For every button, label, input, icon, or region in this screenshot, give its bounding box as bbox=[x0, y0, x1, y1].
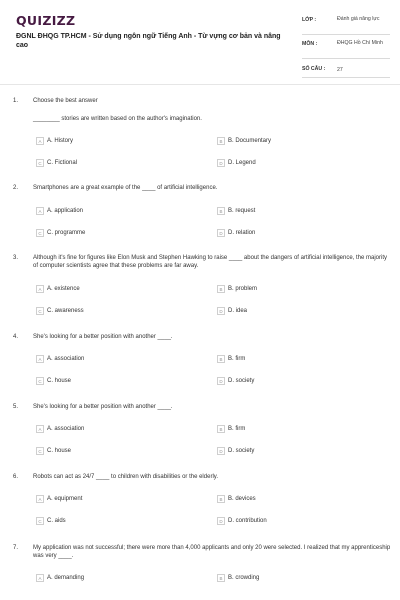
option-letter-box: B bbox=[217, 425, 225, 433]
question-text: She's looking for a better position with another ____. bbox=[33, 334, 173, 340]
quizizz-logo: QUIZIZZ bbox=[16, 13, 76, 28]
option-letter-box: B bbox=[217, 355, 225, 363]
option-a[interactable] bbox=[36, 494, 82, 504]
option-text: D. contribution bbox=[228, 518, 267, 524]
option-letter-box: A bbox=[36, 574, 44, 582]
option-a[interactable] bbox=[36, 424, 84, 434]
question-number: 2. bbox=[13, 185, 19, 191]
option-text: B. devices bbox=[228, 496, 256, 502]
option-letter-box: B bbox=[217, 285, 225, 293]
option-b[interactable] bbox=[217, 284, 257, 294]
option-d[interactable] bbox=[217, 376, 254, 386]
option-text: C. Fictional bbox=[47, 160, 78, 166]
option-a[interactable] bbox=[36, 206, 83, 216]
option-letter-box: A bbox=[36, 207, 44, 215]
option-a[interactable] bbox=[36, 354, 84, 364]
option-letter-box: C bbox=[36, 229, 44, 237]
option-d[interactable] bbox=[217, 228, 255, 238]
question-number: 3. bbox=[13, 255, 19, 261]
option-letter-box: B bbox=[217, 574, 225, 582]
option-letter-box: B bbox=[217, 207, 225, 215]
option-b[interactable] bbox=[217, 206, 255, 216]
subject-underline bbox=[302, 58, 390, 59]
option-text: D. relation bbox=[228, 230, 256, 236]
option-b[interactable] bbox=[217, 354, 245, 364]
option-letter-box: C bbox=[36, 159, 44, 167]
option-text: D. idea bbox=[228, 308, 248, 314]
option-text: B. crowding bbox=[228, 575, 260, 581]
question-text: My application was not successful; there were more than 4,000 applicants and only 20 were selected. I realized that my apprenticeship was very ____. bbox=[33, 545, 391, 559]
option-letter-box: A bbox=[36, 137, 44, 145]
question-text: Smartphones are a great example of the ____ of artificial intelligence. bbox=[33, 185, 218, 191]
question-prompt: Choose the best answer bbox=[33, 98, 98, 104]
option-text: C. house bbox=[47, 448, 72, 454]
option-d[interactable] bbox=[217, 516, 267, 526]
option-letter-box: A bbox=[36, 285, 44, 293]
question-number: 5. bbox=[13, 404, 19, 410]
option-text: B. request bbox=[228, 208, 256, 214]
option-letter-box: C bbox=[36, 447, 44, 455]
question-number: 1. bbox=[13, 98, 19, 104]
question-text: She's looking for a better position with another ____. bbox=[33, 404, 173, 410]
option-letter-box: A bbox=[36, 495, 44, 503]
header-divider bbox=[0, 84, 400, 85]
option-letter-box: D bbox=[217, 159, 225, 167]
option-text: D. Legend bbox=[228, 160, 256, 166]
option-letter-box: D bbox=[217, 447, 225, 455]
option-text: A. application bbox=[47, 208, 84, 214]
option-letter-box: D bbox=[217, 377, 225, 385]
option-text: C. aids bbox=[47, 518, 66, 524]
option-text: C. awareness bbox=[47, 308, 84, 314]
option-c[interactable] bbox=[36, 158, 77, 168]
class-underline bbox=[302, 34, 390, 35]
worksheet-title: ĐGNL ĐHQG TP.HCM - Sử dụng ngôn ngữ Tiếng Anh - Từ vựng cơ bản và nâng cao bbox=[16, 33, 281, 49]
option-text: C. programme bbox=[47, 230, 86, 236]
option-text: A. association bbox=[47, 356, 85, 362]
option-text: B. firm bbox=[228, 356, 246, 362]
option-text: D. society bbox=[228, 378, 255, 384]
option-letter-box: C bbox=[36, 377, 44, 385]
option-text: A. existence bbox=[47, 286, 80, 292]
option-text: A. demanding bbox=[47, 575, 85, 581]
option-d[interactable] bbox=[217, 446, 254, 456]
option-b[interactable] bbox=[217, 136, 271, 146]
option-text: A. equipment bbox=[47, 496, 83, 502]
option-c[interactable] bbox=[36, 306, 84, 316]
subject-label: MÔN : bbox=[302, 41, 318, 47]
option-a[interactable] bbox=[36, 573, 84, 583]
option-letter-box: B bbox=[217, 137, 225, 145]
option-c[interactable] bbox=[36, 228, 85, 238]
question-count-value: 27 bbox=[337, 67, 343, 73]
option-letter-box: C bbox=[36, 517, 44, 525]
option-b[interactable] bbox=[217, 573, 259, 583]
subject-value: ĐHQG Hồ Chí Minh bbox=[337, 40, 383, 46]
question-text: Robots can act as 24/7 ____ to children with disabilities or the elderly. bbox=[33, 474, 218, 480]
option-text: B. Documentary bbox=[228, 138, 272, 144]
option-d[interactable] bbox=[217, 306, 247, 316]
option-letter-box: D bbox=[217, 517, 225, 525]
question-number: 4. bbox=[13, 334, 19, 340]
class-value: Đánh giá năng lực bbox=[337, 16, 380, 22]
option-text: B. problem bbox=[228, 286, 258, 292]
option-letter-box: A bbox=[36, 425, 44, 433]
option-letter-box: D bbox=[217, 229, 225, 237]
question-number: 6. bbox=[13, 474, 19, 480]
option-a[interactable] bbox=[36, 284, 80, 294]
option-text: D. society bbox=[228, 448, 255, 454]
option-b[interactable] bbox=[217, 494, 256, 504]
option-c[interactable] bbox=[36, 446, 71, 456]
option-b[interactable] bbox=[217, 424, 245, 434]
option-letter-box: D bbox=[217, 307, 225, 315]
question-text: Although it's fine for figures like Elon Musk and Stephen Hawking to raise ____ about the dangers of artificial intelligence, the majority of computer scientists agree that these problems are far away. bbox=[33, 255, 388, 269]
option-text: C. house bbox=[47, 378, 72, 384]
option-c[interactable] bbox=[36, 516, 66, 526]
question-text: ________ stories are written based on the author's imagination. bbox=[33, 116, 202, 122]
option-letter-box: A bbox=[36, 355, 44, 363]
option-letter-box: C bbox=[36, 307, 44, 315]
option-c[interactable] bbox=[36, 376, 71, 386]
option-d[interactable] bbox=[217, 158, 256, 168]
option-text: A. History bbox=[47, 138, 74, 144]
option-text: A. association bbox=[47, 426, 85, 432]
option-text: B. firm bbox=[228, 426, 246, 432]
question-count-underline bbox=[302, 77, 390, 78]
question-count-label: SỐ CÂU : bbox=[302, 66, 326, 72]
option-letter-box: B bbox=[217, 495, 225, 503]
option-a[interactable] bbox=[36, 136, 73, 146]
question-number: 7. bbox=[13, 545, 19, 551]
class-label: LỚP : bbox=[302, 17, 317, 23]
